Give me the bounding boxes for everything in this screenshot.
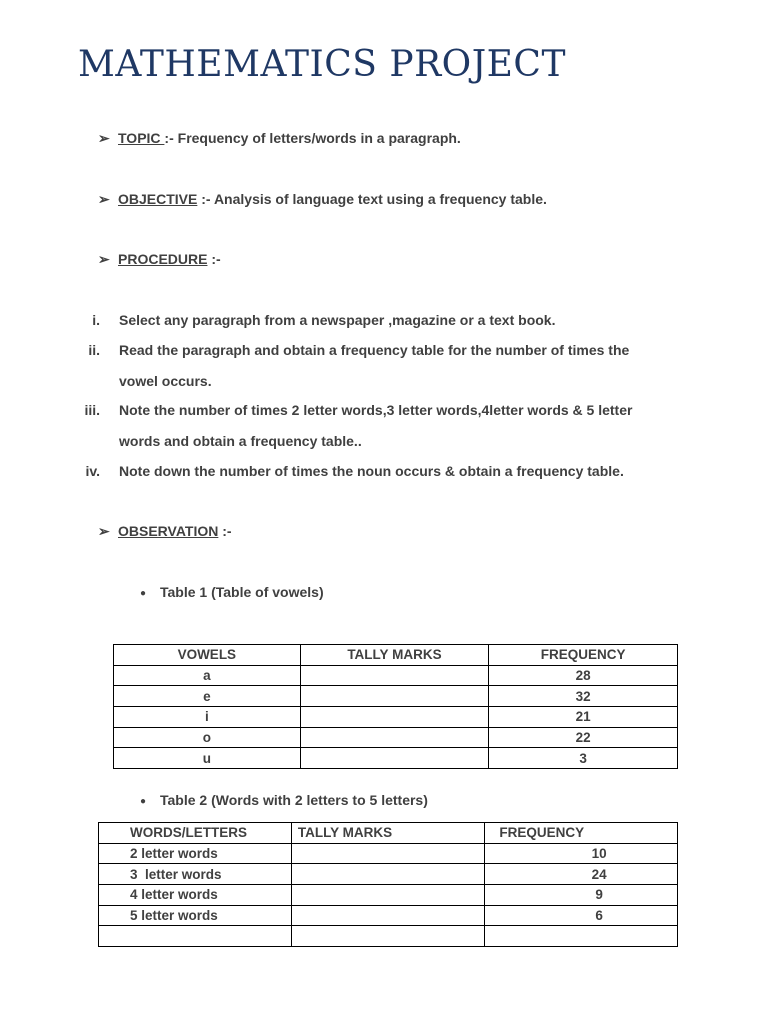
topic-text: :- Frequency of letters/words in a paragraph. [164, 130, 461, 146]
step-text-continued: vowel occurs. [119, 373, 212, 389]
arrow-bullet-icon: ➢ [98, 251, 110, 267]
table-row [114, 748, 678, 769]
table2-caption [140, 792, 428, 808]
step-number: i. [92, 312, 100, 328]
tally-cell [300, 707, 489, 728]
step-text: Read the paragraph and obtain a frequency table for the number of times the [119, 342, 630, 358]
objective-heading [98, 191, 547, 208]
table1-caption [140, 584, 324, 600]
topic-heading [98, 130, 461, 147]
step-text: Note the number of times 2 letter words,3 letter words,4letter words & 5 letter [119, 402, 633, 418]
table-row [99, 864, 678, 885]
word-type-cell: 5 letter words [99, 905, 292, 926]
frequency-cell: 21 [489, 707, 678, 728]
table-row [99, 926, 678, 947]
observation-heading [98, 523, 232, 540]
page-title: MATHEMATICS PROJECT [78, 44, 566, 85]
frequency-cell: 9 [485, 885, 678, 906]
column-header: FREQUENCY [489, 645, 678, 666]
tally-cell [291, 864, 484, 885]
arrow-bullet-icon: ➢ [98, 130, 110, 146]
word-type-cell: 3 letter words [99, 864, 292, 885]
vowels-table [113, 644, 678, 769]
objective-text: :- Analysis of language text using a frequency table. [197, 191, 547, 207]
tally-cell [300, 665, 489, 686]
tally-cell [291, 843, 484, 864]
topic-label: TOPIC [118, 130, 165, 146]
step-text: Note down the number of times the noun occurs & obtain a frequency table. [119, 463, 624, 479]
observation-label: OBSERVATION [118, 523, 219, 539]
dot-bullet-icon: ● [140, 796, 147, 807]
table-header-row [99, 823, 678, 844]
table-row [99, 843, 678, 864]
table-row [114, 707, 678, 728]
vowel-cell: a [114, 665, 301, 686]
procedure-suffix: :- [207, 251, 221, 267]
table-row [114, 665, 678, 686]
objective-label: OBJECTIVE [118, 191, 198, 207]
arrow-bullet-icon: ➢ [98, 523, 110, 539]
tally-cell [291, 926, 484, 947]
tally-cell [300, 686, 489, 707]
step-number: iv. [85, 463, 100, 479]
step-number: iii. [84, 402, 100, 418]
table-row [114, 727, 678, 748]
step-number: ii. [88, 342, 100, 358]
tally-cell [300, 727, 489, 748]
frequency-cell: 10 [485, 843, 678, 864]
word-type-cell: 4 letter words [99, 885, 292, 906]
column-header: TALLY MARKS [300, 645, 489, 666]
column-header: TALLY MARKS [291, 823, 484, 844]
frequency-cell [485, 926, 678, 947]
arrow-bullet-icon: ➢ [98, 191, 110, 207]
table-header-row [114, 645, 678, 666]
word-type-cell: 2 letter words [99, 843, 292, 864]
observation-suffix: :- [218, 523, 232, 539]
frequency-cell: 22 [489, 727, 678, 748]
procedure-heading [98, 251, 221, 268]
column-header: FREQUENCY [485, 823, 678, 844]
word-length-table [98, 822, 678, 947]
column-header: WORDS/LETTERS [99, 823, 292, 844]
table1-caption-text: Table 1 (Table of vowels) [160, 584, 324, 600]
step-text-continued: words and obtain a frequency table.. [119, 433, 362, 449]
vowel-cell: i [114, 707, 301, 728]
table-row [114, 686, 678, 707]
frequency-cell: 6 [485, 905, 678, 926]
vowel-cell: e [114, 686, 301, 707]
frequency-cell: 28 [489, 665, 678, 686]
column-header: VOWELS [114, 645, 301, 666]
table-row [99, 905, 678, 926]
step-text: Select any paragraph from a newspaper ,magazine or a text book. [119, 312, 556, 328]
word-type-cell [99, 926, 292, 947]
tally-cell [291, 905, 484, 926]
frequency-cell: 24 [485, 864, 678, 885]
tally-cell [291, 885, 484, 906]
vowel-cell: u [114, 748, 301, 769]
tally-cell [300, 748, 489, 769]
table2-caption-text: Table 2 (Words with 2 letters to 5 letters) [160, 792, 428, 808]
frequency-cell: 32 [489, 686, 678, 707]
table-row [99, 885, 678, 906]
vowel-cell: o [114, 727, 301, 748]
procedure-label: PROCEDURE [118, 251, 208, 267]
frequency-cell: 3 [489, 748, 678, 769]
dot-bullet-icon: ● [140, 588, 147, 599]
